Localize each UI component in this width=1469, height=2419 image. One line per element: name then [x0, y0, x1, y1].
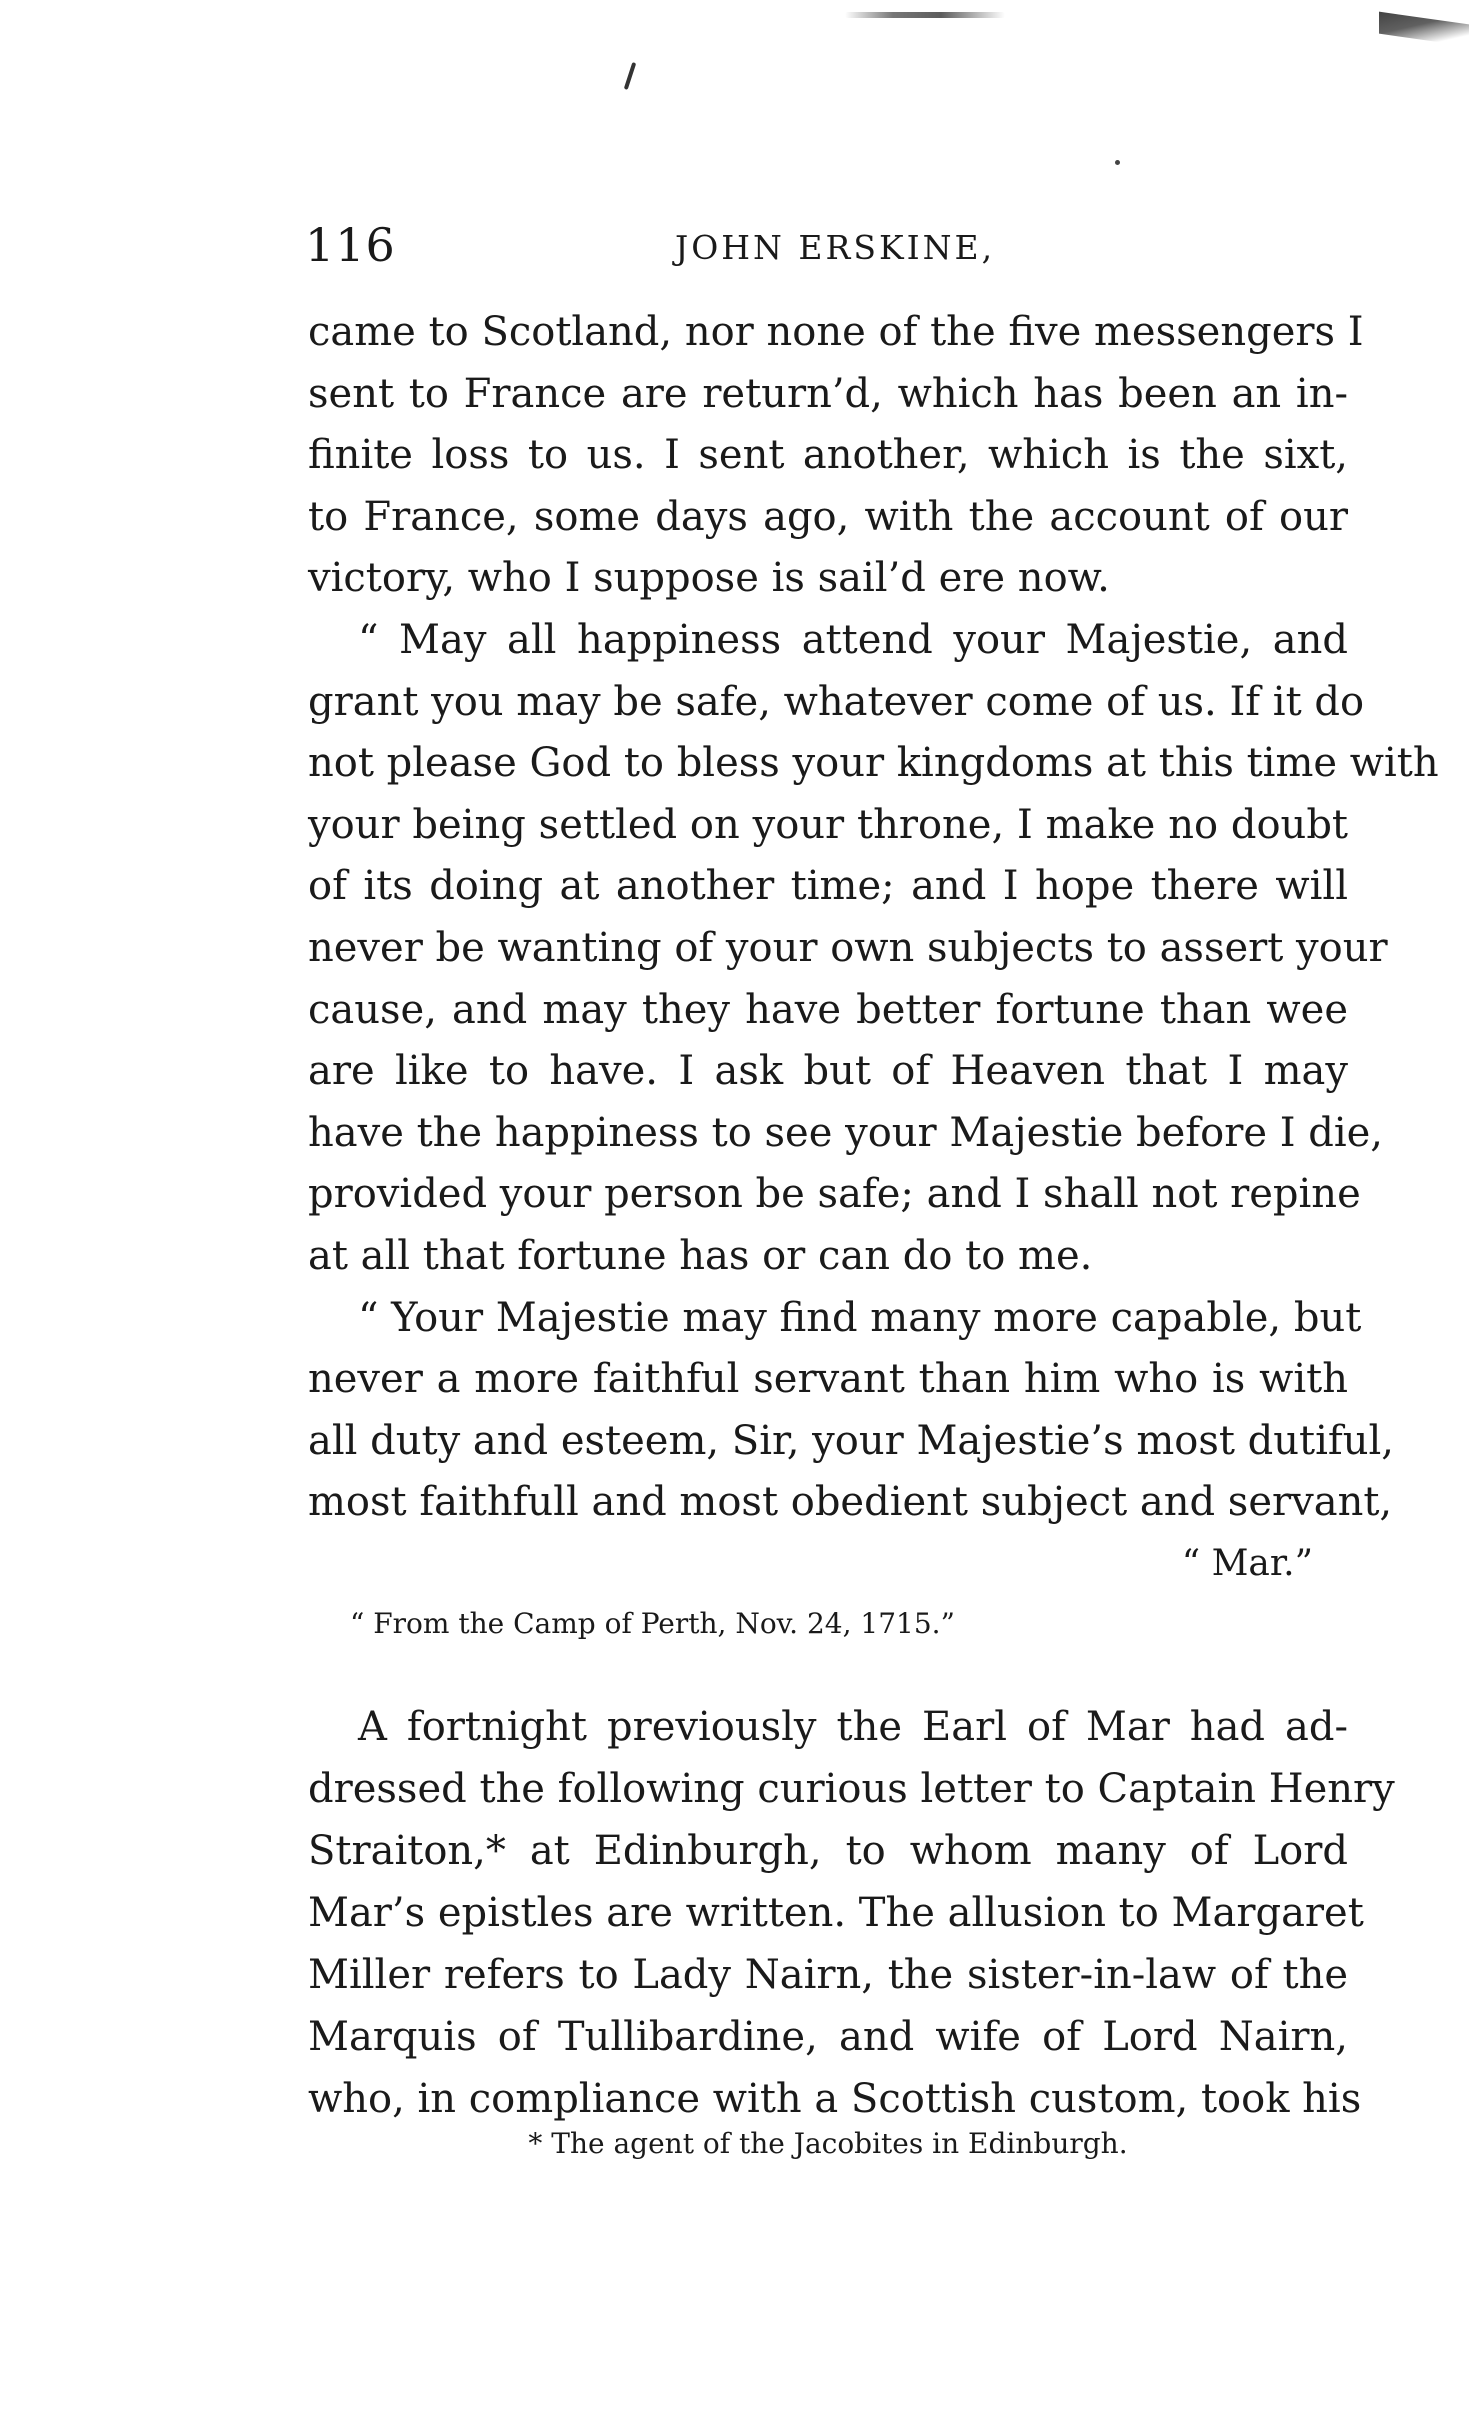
text-line: Miller refers to Lady Nairn, the sister-in-law of the [308, 1951, 1348, 1998]
text-line: cause, and may they have better fortune than wee [308, 986, 1348, 1033]
running-head [305, 218, 1340, 278]
text-line: sent to France are return’d, which has been an in- [308, 370, 1348, 417]
text-line: most faithfull and most obedient subject and servant, [308, 1479, 1393, 1526]
text-line: never a more faithful servant than him who is with [308, 1356, 1348, 1403]
text-line: Mar’s epistles are written. The allusion to Margaret [308, 1889, 1364, 1936]
text-line: grant you may be safe, whatever come of us. If it do [308, 678, 1365, 725]
text-line: at all that fortune has or can do to me. [308, 1232, 1093, 1279]
text-line: never be wanting of your own subjects to assert your [308, 924, 1388, 971]
letter-text [308, 302, 1439, 1534]
text-line: not please God to bless your kingdoms at this time with [308, 740, 1439, 787]
text-line: Straiton,* at Edinburgh, to whom many of Lord [308, 1827, 1348, 1874]
page-number: 116 [305, 218, 396, 272]
text-line: are like to have. I ask but of Heaven that I may [308, 1048, 1348, 1095]
page-body [308, 302, 1439, 2130]
text-line: victory, who I suppose is sail’d ere now. [308, 555, 1110, 602]
text-line: “ May all happiness attend your Majestie, and [358, 616, 1348, 663]
text-line: “ Your Majestie may find many more capable, but [358, 1294, 1362, 1341]
text-line: who, in compliance with a Scottish custom, took his [308, 2075, 1362, 2122]
text-line: dressed the following curious letter to Captain Henry [308, 1765, 1395, 1812]
letter-dateline: “ From the Camp of Perth, Nov. 24, 1715.” [350, 1606, 955, 1640]
text-line: Marquis of Tullibardine, and wife of Lord Nairn, [308, 2013, 1348, 2060]
text-line: finite loss to us. I sent another, which is the sixt, [308, 432, 1348, 479]
text-line: of its doing at another time; and I hope there will [308, 863, 1348, 910]
scan-smudge [845, 12, 1005, 18]
text-line: provided your person be safe; and I shall not repine [308, 1171, 1361, 1218]
running-title: JOHN ERSKINE, [675, 228, 996, 267]
text-line: came to Scotland, nor none of the five messengers I [308, 309, 1364, 355]
paragraph-gap [308, 1654, 1348, 1696]
text-line: your being settled on your throne, I make no doubt [308, 801, 1348, 848]
letter-signature: “ Mar.” [1181, 1542, 1313, 1584]
scan-edge-shadow [1379, 12, 1469, 47]
narrative-paragraph [308, 1696, 1395, 2130]
scan-dot [1115, 160, 1120, 165]
scan-mark [624, 62, 636, 90]
text-line: have the happiness to see your Majestie before I die, [308, 1109, 1383, 1156]
footnote: * The agent of the Jacobites in Edinburgh. [528, 2127, 1128, 2160]
text-line: A fortnight previously the Earl of Mar had ad- [358, 1703, 1348, 1750]
text-line: to France, some days ago, with the account of our [308, 493, 1348, 540]
text-line: all duty and esteem, Sir, your Majestie’s most dutiful, [308, 1417, 1394, 1464]
